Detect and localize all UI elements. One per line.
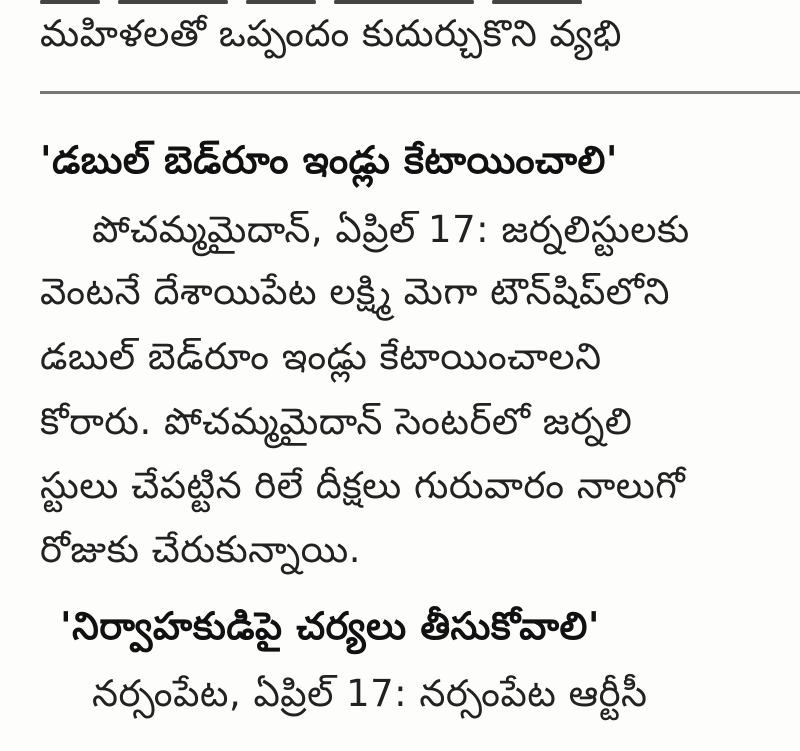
article-body-line: పోచమ్మమైదాన్, ఏప్రిల్ 17: జర్నలిస్టులకు bbox=[92, 208, 690, 251]
article-body-line: స్టులు చేపట్టిన రిలే దీక్షలు గురువారం నాలుగో bbox=[40, 464, 686, 507]
article-body-line: కోరారు. పోచమ్మమైదాన్ సెంటర్‌లో జర్నలి bbox=[40, 400, 633, 443]
article-headline: 'డబుల్ బెడ్‌రూం ఇండ్లు కేటాయించాలి' bbox=[40, 138, 619, 182]
article-continuation-line: మహిళలతో ఒప్పందం కుదుర్చుకొని వ్యభి bbox=[40, 12, 622, 55]
article-body-line: వెంటనే దేశాయిపేట లక్ష్మి మెగా టౌన్‌షిప్‌లోని bbox=[40, 270, 670, 313]
article-body-line: రోజుకు చేరుకున్నాయి. bbox=[40, 528, 361, 571]
article-body-line: నర్సంపేట, ఏప్రిల్ 17: నర్సంపేట ఆర్టీసీ bbox=[92, 672, 648, 715]
article-headline: 'నిర్వాహకుడిపై చర్యలు తీసుకోవాలి' bbox=[60, 604, 601, 648]
column-divider bbox=[40, 91, 800, 94]
article-body-line: డబుల్ బెడ్‌రూం ఇండ్లు కేటాయించాలని bbox=[40, 335, 602, 378]
